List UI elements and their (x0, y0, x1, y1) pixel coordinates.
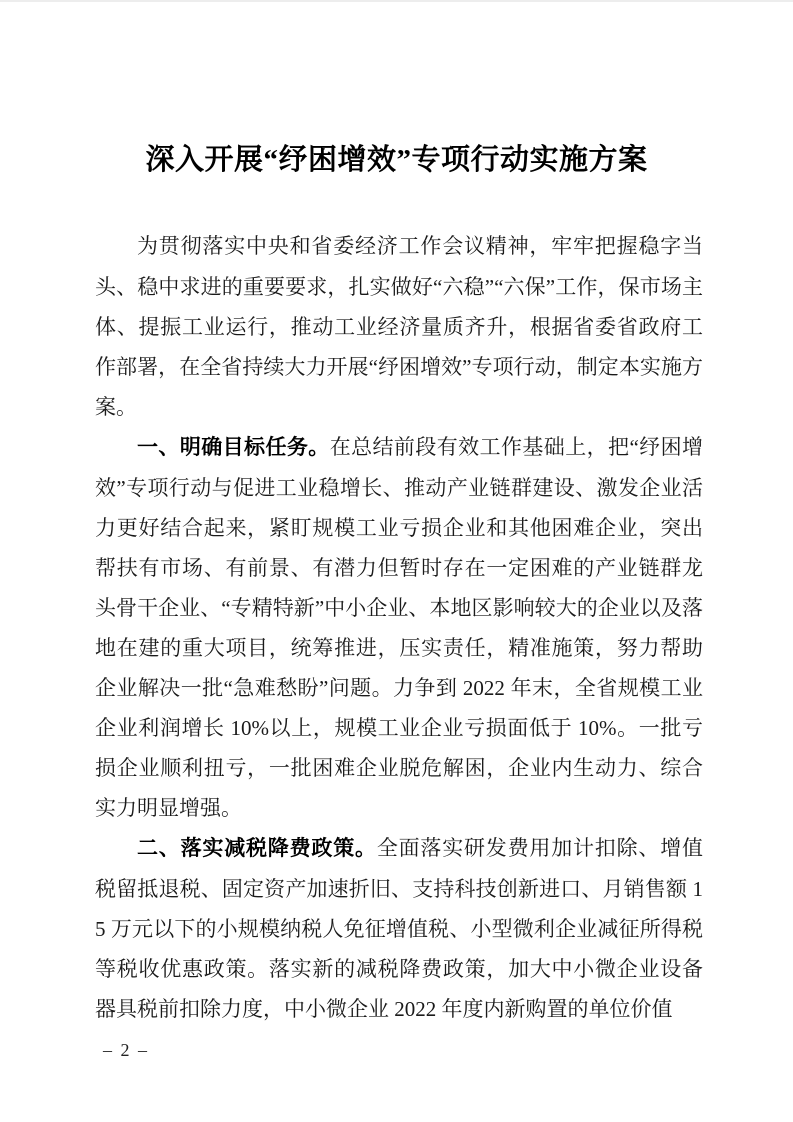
paragraph-section-2-text: 全面落实研发费用加计扣除、增值税留抵退税、固定资产加速折旧、支持科技创新进口、月销售额 15 万元以下的小规模纳税人免征增值税、小型微利企业减征所得税等税收优惠政策。落实新的减税降费政策，加大中小微企业设备器具税前扣除力度，中小微企业 2022 年度内新购置的单位价值 (95, 836, 703, 1021)
paragraph-section-2-heading: 二、落实减税降费政策。 (137, 837, 377, 860)
page-number: – 2 – (103, 1040, 149, 1060)
paragraph-section-1-heading: 一、明确目标任务。 (137, 436, 330, 459)
document-body (95, 226, 703, 1026)
document-title: 深入开展“纾困增效”专项行动实施方案 (145, 144, 648, 176)
paragraph-section-1-text: 在总结前段有效工作基础上，把“纾困增效”专项行动与促进工业稳增长、推动产业链群建设、激发企业活力更好结合起来，紧盯规模工业亏损企业和其他困难企业，突出帮扶有市场、有前景、有潜力但暂时存在一定困难的产业链群龙头骨干企业、“专精特新”中小企业、本地区影响较大的企业以及落地在建的重大项目，统筹推进，压实责任，精准施策，努力帮助企业解决一批“急难愁盼”问题。力争到 2022 年末，全省规模工业企业利润增长 10%以上，规模工业企业亏损面低于 10%。一批亏损企业顺利扭亏，一批困难企业脱危解困，企业内生动力、综合实力明显增强。 (95, 435, 703, 820)
paragraph-section-2 (95, 828, 703, 1026)
paragraph-intro-text: 为贯彻落实中央和省委经济工作会议精神，牢牢把握稳字当头、稳中求进的重要要求，扎实做好“六稳”“六保”工作，保市场主体、提振工业运行，推动工业经济量质齐升，根据省委省政府工作部署，在全省持续大力开展“纾困增效”专项行动，制定本实施方案。 (95, 234, 703, 419)
paragraph-section-1 (95, 427, 703, 828)
paragraph-intro (95, 226, 703, 427)
